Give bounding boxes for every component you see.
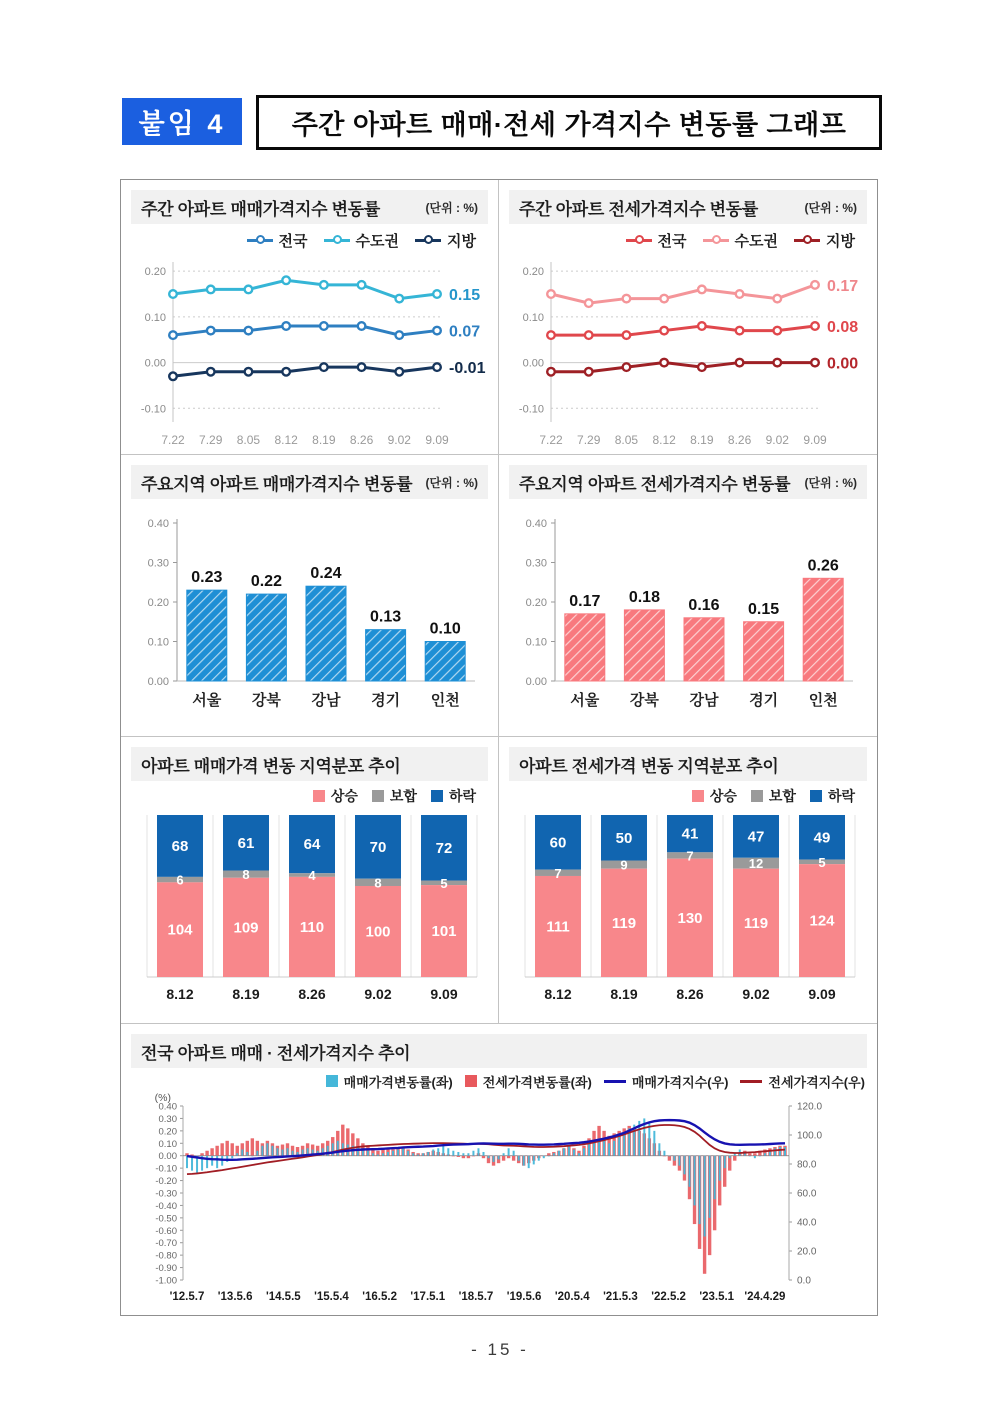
jeonse-weekly-line-chart [509,254,867,455]
svg-text:60: 60 [549,834,567,852]
legend-item [326,1072,453,1091]
svg-text:'22.5.2: '22.5.2 [651,1291,686,1303]
jeonse-region-bar-chart [509,513,867,730]
svg-text:0.15: 0.15 [449,287,481,304]
sale-dist-stacked-chart [131,809,488,1024]
legend-square-icon [751,790,763,802]
svg-text:9.02: 9.02 [387,433,411,447]
svg-text:9.09: 9.09 [803,433,827,447]
svg-text:0.18: 0.18 [628,588,660,606]
svg-text:8.19: 8.19 [232,986,260,1002]
sale_region-svg [131,513,491,725]
legend-label: 수도권 [734,232,779,250]
svg-text:-0.20: -0.20 [155,1176,177,1188]
legend-item [794,230,855,251]
svg-text:-0.80: -0.80 [155,1250,177,1262]
svg-text:0.40: 0.40 [525,518,547,530]
svg-text:-0.10: -0.10 [155,1163,177,1175]
panel-header [131,1034,867,1068]
svg-text:7: 7 [554,865,562,881]
svg-text:8: 8 [374,875,382,891]
legend-line-icon [415,239,441,242]
svg-text:9.09: 9.09 [808,986,836,1002]
legend-line-icon [324,239,350,242]
svg-text:0.0: 0.0 [797,1275,811,1287]
svg-text:'18.5.7: '18.5.7 [458,1291,494,1303]
legend-label: 매매가격지수(우) [631,1074,729,1090]
legend-item [431,786,476,806]
jeonse_region-svg [509,513,869,725]
svg-text:'19.5.6: '19.5.6 [506,1291,542,1303]
svg-text:'20.5.4: '20.5.4 [554,1291,590,1303]
svg-text:0.26: 0.26 [807,557,839,575]
svg-text:'15.5.4: '15.5.4 [314,1291,349,1303]
svg-text:120.0: 120.0 [797,1101,823,1113]
svg-text:'13.5.6: '13.5.6 [217,1291,253,1303]
svg-text:강북: 강북 [251,692,281,709]
legend-square-icon [465,1075,477,1087]
svg-text:60.0: 60.0 [797,1188,817,1200]
svg-text:61: 61 [237,834,255,852]
svg-text:8.26: 8.26 [349,433,374,447]
svg-text:0.16: 0.16 [688,596,720,614]
legend-label: 하락 [448,788,476,804]
legend-item [313,786,358,806]
panel-sale-dist [121,737,499,1024]
svg-text:8.12: 8.12 [274,433,298,447]
panel-unit: (단위 : %) [804,475,857,490]
svg-text:0.00: 0.00 [144,357,166,370]
svg-text:강남: 강남 [311,692,341,709]
legend-square-icon [372,790,384,802]
svg-text:9.02: 9.02 [742,986,770,1002]
document-title: 주간 아파트 매매·전세 가격지수 변동률 그래프 [256,95,882,150]
svg-text:0.30: 0.30 [158,1113,177,1125]
svg-text:인천: 인천 [808,692,838,709]
legend-line-icon [794,239,820,242]
svg-text:'14.5.5: '14.5.5 [265,1291,301,1303]
svg-text:104: 104 [167,921,193,939]
svg-text:0.22: 0.22 [250,573,282,591]
svg-text:0.20: 0.20 [522,266,544,279]
svg-text:'24.4.29: '24.4.29 [744,1291,786,1303]
legend-label: 전국 [278,232,308,250]
svg-text:8.05: 8.05 [614,433,639,447]
panel-title: 주간 아파트 전세가격지수 변동률 [519,199,758,219]
legend [507,226,869,254]
legend-item [751,786,796,806]
panel-title: 주요지역 아파트 전세가격지수 변동률 [519,474,791,494]
svg-text:-0.10: -0.10 [140,403,166,416]
svg-text:8.26: 8.26 [298,986,326,1002]
panel-jeonse-dist [499,737,877,1024]
svg-text:'17.5.1: '17.5.1 [410,1291,446,1303]
legend-square-icon [431,790,443,802]
svg-text:8.19: 8.19 [610,986,638,1002]
svg-text:20.0: 20.0 [797,1246,817,1258]
svg-text:64: 64 [303,836,321,854]
svg-text:0.00: 0.00 [525,676,547,688]
legend-square-icon [326,1075,338,1087]
legend-label: 전세가격지수(우) [768,1074,865,1090]
svg-text:0.10: 0.10 [522,311,544,324]
svg-text:7.22: 7.22 [539,433,563,447]
svg-text:4: 4 [308,868,316,884]
svg-text:8: 8 [242,867,250,883]
svg-text:101: 101 [431,923,457,941]
svg-text:0.20: 0.20 [144,266,166,279]
svg-text:124: 124 [809,912,835,930]
svg-text:41: 41 [681,825,699,843]
svg-text:9.02: 9.02 [765,433,789,447]
panel-sale-weekly [121,180,499,455]
svg-text:0.00: 0.00 [522,357,544,370]
panel-title: 주요지역 아파트 매매가격지수 변동률 [141,474,413,494]
panel-header [509,190,867,224]
legend [129,226,490,254]
svg-text:0.17: 0.17 [569,592,601,610]
legend-item [626,230,687,251]
svg-text:8.12: 8.12 [166,986,194,1002]
svg-text:0.08: 0.08 [827,319,859,336]
svg-text:0.00: 0.00 [158,1151,177,1163]
svg-text:0.30: 0.30 [525,557,547,570]
svg-text:109: 109 [233,919,259,937]
svg-text:0.24: 0.24 [310,565,342,583]
svg-text:8.12: 8.12 [652,433,676,447]
legend-line-icon [247,239,273,242]
legend-label: 보합 [389,788,417,804]
panel-title: 아파트 전세가격 변동 지역분포 추이 [519,756,779,776]
svg-text:6: 6 [176,872,184,888]
legend-square-icon [692,790,704,802]
legend-item [703,230,778,251]
legend-square-icon [313,790,325,802]
panel-header [509,747,867,781]
svg-text:80.0: 80.0 [797,1159,817,1171]
svg-text:-0.30: -0.30 [155,1188,177,1200]
svg-text:-1.00: -1.00 [155,1275,177,1287]
svg-text:0.10: 0.10 [147,636,169,649]
svg-text:-0.70: -0.70 [155,1238,177,1250]
svg-text:111: 111 [546,918,570,936]
panel-unit: (단위 : %) [425,475,478,490]
sale-weekly-line-chart [131,254,488,455]
svg-text:인천: 인천 [430,692,460,709]
jeonse_weekly-svg [509,254,869,452]
svg-text:0.07: 0.07 [449,323,481,341]
legend-line-icon [740,1080,762,1083]
panel-header [131,465,488,499]
svg-text:119: 119 [743,914,769,932]
page-number: - 15 - [471,1340,529,1359]
svg-text:8.19: 8.19 [312,433,336,447]
panel-jeonse-region [499,455,877,737]
svg-text:130: 130 [677,909,703,927]
legend-label: 전세가격변동률(좌) [482,1074,592,1090]
svg-text:0.10: 0.10 [525,636,547,649]
legend-line-icon [626,239,652,242]
svg-text:강북: 강북 [629,692,659,709]
svg-text:-0.50: -0.50 [155,1213,177,1225]
legend-label: 수도권 [355,232,400,250]
svg-text:8.05: 8.05 [236,433,261,447]
legend-label: 보합 [768,788,796,804]
trend-combo-chart [131,1092,867,1315]
svg-text:0.30: 0.30 [147,557,169,570]
svg-text:7: 7 [686,848,694,864]
svg-text:0.13: 0.13 [370,608,402,626]
svg-text:0.10: 0.10 [158,1138,177,1150]
legend-line-icon [703,239,729,242]
sale_dist-svg [131,809,491,1019]
legend-item [372,786,417,806]
jeonse_dist-svg [509,809,869,1019]
attachment-badge: 붙임 4 [122,98,242,145]
svg-text:9.02: 9.02 [364,986,392,1002]
legend-line-icon [604,1080,626,1083]
svg-text:0.15: 0.15 [748,600,780,618]
svg-text:-0.01: -0.01 [449,360,486,378]
svg-text:'21.5.3: '21.5.3 [603,1291,638,1303]
panel-title: 주간 아파트 매매가격지수 변동률 [141,199,380,219]
svg-text:-0.10: -0.10 [518,403,544,416]
svg-text:-0.90: -0.90 [155,1263,177,1275]
legend-label: 매매가격변동률(좌) [343,1074,453,1090]
svg-text:70: 70 [369,838,387,856]
svg-text:0.20: 0.20 [147,597,169,609]
svg-text:-0.60: -0.60 [155,1225,177,1237]
legend-item [692,786,737,806]
legend-label: 지방 [826,232,855,250]
legend-label: 전국 [657,232,687,250]
svg-text:119: 119 [611,914,637,932]
svg-text:경기: 경기 [749,692,779,709]
svg-text:0.00: 0.00 [827,355,859,373]
svg-text:0.10: 0.10 [429,620,461,638]
svg-text:8.12: 8.12 [544,986,572,1002]
svg-text:68: 68 [171,837,189,855]
legend-label: 상승 [330,788,358,804]
legend-label: 지방 [447,232,476,250]
svg-text:경기: 경기 [371,692,401,709]
svg-text:40.0: 40.0 [797,1217,817,1229]
svg-text:(%): (%) [154,1092,171,1104]
legend-label: 하락 [827,788,855,804]
svg-text:'16.5.2: '16.5.2 [362,1291,397,1303]
svg-text:'23.5.1: '23.5.1 [699,1291,735,1303]
svg-text:110: 110 [299,918,325,936]
svg-text:50: 50 [615,829,633,847]
legend-item [810,786,855,806]
svg-text:12: 12 [748,856,764,872]
panel-trend [121,1024,877,1315]
svg-text:0.20: 0.20 [525,597,547,609]
svg-text:5: 5 [440,875,448,891]
legend-item [324,230,399,251]
svg-text:9: 9 [620,857,628,873]
svg-text:72: 72 [435,839,453,857]
panel-unit: (단위 : %) [804,200,857,215]
svg-text:0.00: 0.00 [147,676,169,688]
charts-grid [120,179,878,1316]
legend-item [740,1072,865,1091]
legend [507,783,869,809]
svg-text:서울: 서울 [570,692,600,709]
panel-jeonse-weekly [499,180,877,455]
svg-text:7.29: 7.29 [199,433,223,447]
svg-text:47: 47 [747,828,765,846]
svg-text:0.40: 0.40 [158,1101,177,1113]
sale-region-bar-chart [131,513,488,730]
panel-title: 아파트 매매가격 변동 지역분포 추이 [141,756,401,776]
svg-text:0.17: 0.17 [827,277,859,295]
legend-item [247,230,308,251]
svg-text:100: 100 [365,923,391,941]
panel-header [131,190,488,224]
svg-text:5: 5 [818,854,826,870]
svg-text:0.20: 0.20 [158,1126,177,1138]
svg-text:-0.40: -0.40 [155,1200,177,1212]
panel-sale-region [121,455,499,737]
svg-text:9.09: 9.09 [425,433,449,447]
sale_weekly-svg [131,254,491,452]
legend-item [604,1072,729,1091]
svg-text:0.23: 0.23 [191,569,223,587]
svg-text:8.26: 8.26 [676,986,704,1002]
svg-text:강남: 강남 [689,692,719,709]
panel-header [131,747,488,781]
legend-label: 상승 [709,788,737,804]
legend-square-icon [810,790,822,802]
svg-text:7.22: 7.22 [161,433,185,447]
svg-text:0.40: 0.40 [147,518,169,530]
svg-text:49: 49 [813,829,831,847]
svg-text:9.09: 9.09 [430,986,458,1002]
panel-header [509,465,867,499]
svg-text:8.19: 8.19 [690,433,714,447]
panel-title: 전국 아파트 매매 · 전세가격지수 추이 [141,1043,411,1063]
panel-unit: (단위 : %) [425,200,478,215]
svg-text:8.26: 8.26 [727,433,752,447]
jeonse-dist-stacked-chart [509,809,867,1024]
legend-item [415,230,476,251]
svg-text:0.10: 0.10 [144,311,166,324]
legend [129,783,490,809]
trend-svg [131,1092,871,1314]
svg-text:서울: 서울 [192,692,222,709]
legend [129,1070,869,1092]
svg-text:100.0: 100.0 [797,1130,823,1142]
svg-text:'12.5.7: '12.5.7 [169,1291,205,1303]
legend-item [465,1072,592,1091]
svg-text:7.29: 7.29 [577,433,601,447]
